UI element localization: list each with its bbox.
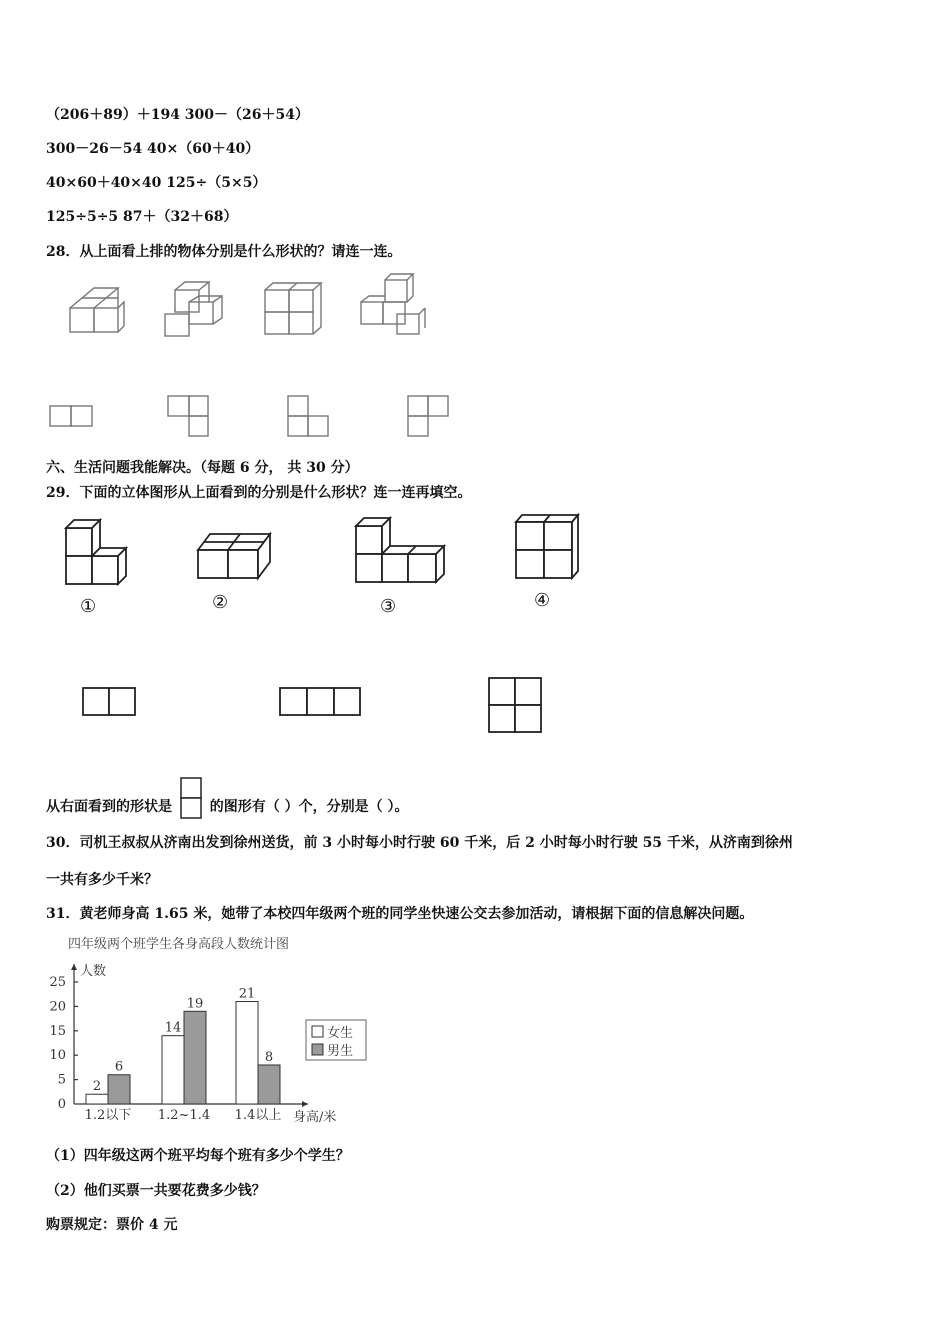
q28-solid-3 [265,283,321,334]
q31-question: 31．黄老师身高 1.65 米，她带了本校四年级两个班的同学坐快速公交去参加活动，请根据下面的信息解决问题。 [46,906,754,922]
q29-solid-1 [66,520,126,584]
chart-bar [162,1036,184,1104]
chart-category-label: 1.4以上 [234,1108,282,1123]
q28-views-row [46,392,466,442]
chart-y-tick-label: 20 [49,999,66,1015]
section-6-title: 六、生活问题我能解决。（每题 6 分， 共 30 分） [46,460,359,476]
chart-xlabel: 身高/米 [293,1110,337,1125]
calc-line-1: （206＋89）＋194 300－（26＋54） [46,107,309,123]
q31-sub-question-1: （1）四年级这两个班平均每个班有多少个学生？ [46,1148,350,1164]
chart-bar-value-label: 14 [164,1020,182,1036]
q30-question-line-2: 一共有多少千米？ [46,872,158,888]
chart-category-label: 1.2~1.4 [157,1108,211,1123]
q29-view-3 [489,678,541,732]
calc-line-2: 300－26－54 40×（60＋40） [46,141,260,157]
q29-views-row [80,672,550,738]
q30-question-line-1: 30．司机王叔叔从济南出发到徐州送货，前 3 小时每小时行驶 60 千米，后 2 小时每小时行驶 55 千米，从济南到徐州 [46,835,793,851]
q28-solids-row [60,270,460,350]
q28-solid-1 [70,288,124,332]
chart-ylabel: 人数 [80,964,107,979]
chart-y-tick-label: 25 [49,975,66,990]
calc-line-4: 125÷5÷5 87＋（32＋68） [46,209,238,225]
chart-x-arrow [302,1101,308,1107]
q29-fill-before: 从右面看到的形状是 [46,799,172,815]
chart-bar [184,1011,206,1104]
chart-legend-label: 女生 [327,1026,354,1041]
q28-solid-2 [165,282,222,336]
q29-solids-row [60,512,600,622]
q29-question: 29．下面的立体图形从上面看到的分别是什么形状？连一连再填空。 [46,485,472,501]
chart-category-label: 1.2以下 [84,1108,132,1123]
q29-solid-4 [516,515,578,578]
q28-view-4 [408,396,448,436]
chart-bar-value-label: 21 [238,986,256,1002]
chart-y-tick-label: 10 [49,1048,66,1064]
q28-question: 28．从上面看上排的物体分别是什么形状的？请连一连。 [46,244,402,260]
q28-solid-4 [361,274,425,334]
stacked-squares-icon [179,772,203,816]
chart-bar-value-label: 6 [114,1059,124,1075]
chart-bar [86,1094,108,1104]
q29-solid-2 [198,534,270,578]
q29-view-2 [280,688,360,715]
q28-view-1 [50,406,92,426]
chart-bar-value-label: 8 [264,1049,274,1065]
q31-bar-chart [40,928,370,1128]
calc-line-3: 40×60＋40×40 125÷（5×5） [46,175,267,191]
q29-view-1 [83,688,135,715]
q28-view-3 [288,396,328,436]
chart-bar-value-label: 19 [186,996,204,1012]
q29-label-1: ① [80,596,97,617]
chart-bar [236,1002,258,1104]
chart-title: 四年级两个班学生各身高段人数统计图 [68,937,290,952]
chart-y-arrow [71,964,77,970]
chart-bar-value-label: 2 [92,1079,102,1095]
q31-ticket-rule: 购票规定：票价 4 元 [46,1217,178,1233]
q29-solid-3 [356,518,444,582]
chart-y-tick-label: 5 [57,1072,66,1088]
q31-sub-question-2: （2）他们买票一共要花费多少钱？ [46,1183,266,1199]
q29-fill-line [46,772,409,816]
chart-bar [258,1065,280,1104]
q28-view-2 [168,396,208,436]
chart-bar [108,1075,130,1104]
q29-label-2: ② [212,592,229,613]
chart-y-tick-label: 15 [49,1023,66,1039]
chart-y-tick-label: 0 [57,1097,66,1112]
chart-legend-label: 男生 [327,1044,354,1059]
chart-legend-swatch [312,1026,323,1037]
q29-label-4: ④ [534,590,551,611]
q29-fill-after: 的图形有（ ）个，分别是（ ）。 [209,799,409,815]
q29-label-3: ③ [380,596,397,617]
chart-legend-swatch [312,1044,323,1055]
